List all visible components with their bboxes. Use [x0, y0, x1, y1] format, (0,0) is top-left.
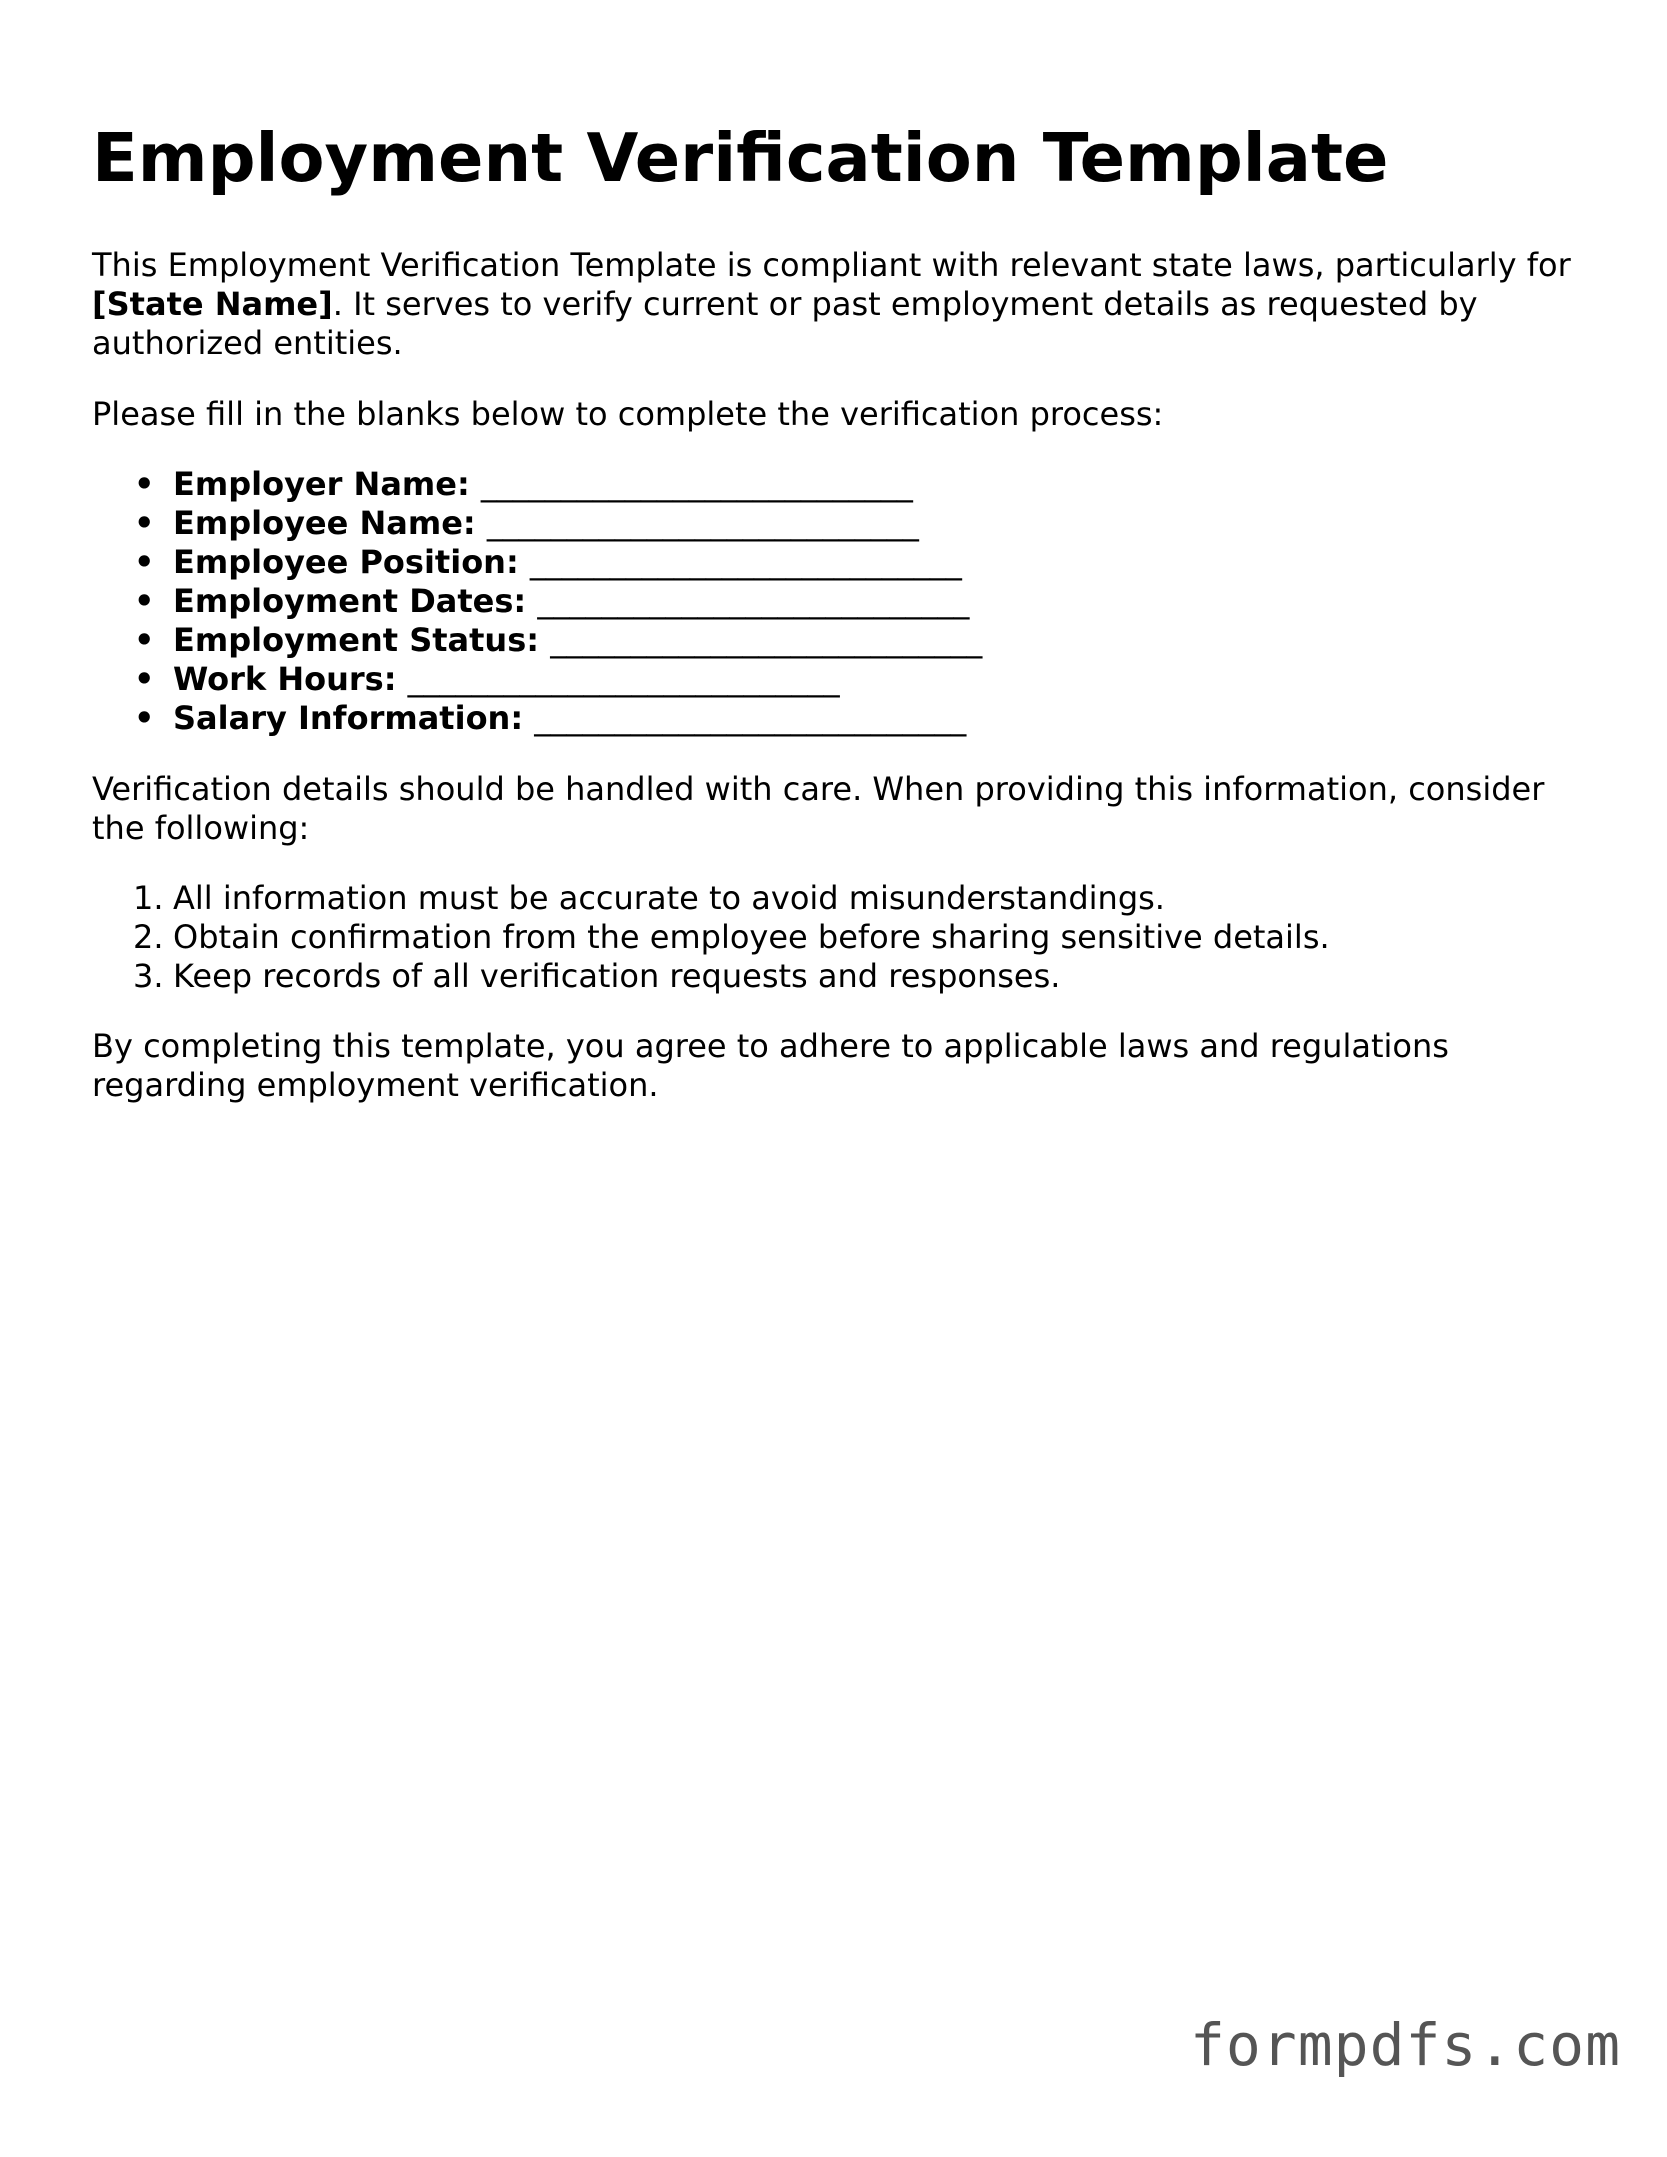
- field-blank[interactable]: ___________________________: [537, 582, 970, 620]
- field-label: Work Hours:: [173, 660, 397, 698]
- field-blank[interactable]: ___________________________: [534, 699, 967, 737]
- bullet: •: [134, 699, 155, 737]
- page-title: Employment Verification Template: [92, 119, 1389, 197]
- bullet: •: [134, 621, 155, 659]
- field-salary-information[interactable]: [92, 699, 1592, 738]
- field-label: Salary Information:: [173, 699, 524, 737]
- document-page: [92, 112, 1592, 1136]
- field-employee-name[interactable]: [92, 504, 1592, 543]
- watermark: formpdfs.com: [1189, 2011, 1621, 2079]
- field-label: Employment Dates:: [173, 582, 527, 620]
- intro-text-before: This Employment Verification Template is compliant with relevant state laws, particularly for: [92, 246, 1571, 284]
- bullet: •: [134, 504, 155, 542]
- field-list: [92, 465, 1592, 738]
- field-employer-name[interactable]: [92, 465, 1592, 504]
- field-blank[interactable]: ___________________________: [407, 660, 840, 698]
- field-label: Employee Position:: [173, 543, 519, 581]
- field-blank[interactable]: ___________________________: [480, 465, 913, 503]
- list-number: 1.: [133, 879, 164, 917]
- bullet: •: [134, 465, 155, 503]
- field-employment-dates[interactable]: [92, 582, 1592, 621]
- field-blank[interactable]: ___________________________: [486, 504, 919, 542]
- closing-paragraph: By completing this template, you agree to adhere to applicable laws and regulations regarding employment verification.: [92, 1027, 1449, 1104]
- bullet: •: [134, 543, 155, 581]
- list-number: 3.: [133, 957, 164, 995]
- bullet: •: [134, 582, 155, 620]
- field-employment-status[interactable]: [92, 621, 1592, 660]
- care-note-paragraph: Verification details should be handled with care. When providing this information, consider the following:: [92, 770, 1545, 847]
- list-number: 2.: [133, 918, 164, 956]
- state-name-placeholder: [State Name]: [92, 285, 333, 323]
- list-text: Keep records of all verification requests and responses.: [173, 957, 1061, 995]
- field-work-hours[interactable]: [92, 660, 1592, 699]
- list-item: [92, 918, 1592, 957]
- field-blank[interactable]: ___________________________: [529, 543, 962, 581]
- field-label: Employee Name:: [173, 504, 476, 542]
- intro-text-after: . It serves to verify current or past employment details as requested by authorized entities.: [92, 285, 1478, 362]
- list-text: Obtain confirmation from the employee before sharing sensitive details.: [173, 918, 1330, 956]
- intro-paragraph: [92, 246, 1592, 363]
- bullet: •: [134, 660, 155, 698]
- list-item: [92, 957, 1592, 996]
- field-blank[interactable]: ___________________________: [550, 621, 983, 659]
- field-label: Employment Status:: [173, 621, 540, 659]
- list-text: All information must be accurate to avoid misunderstandings.: [173, 879, 1165, 917]
- rules-list: [92, 879, 1592, 996]
- field-employee-position[interactable]: [92, 543, 1592, 582]
- instruction-paragraph: Please fill in the blanks below to complete the verification process:: [92, 395, 1164, 433]
- field-label: Employer Name:: [173, 465, 470, 503]
- list-item: [92, 879, 1592, 918]
